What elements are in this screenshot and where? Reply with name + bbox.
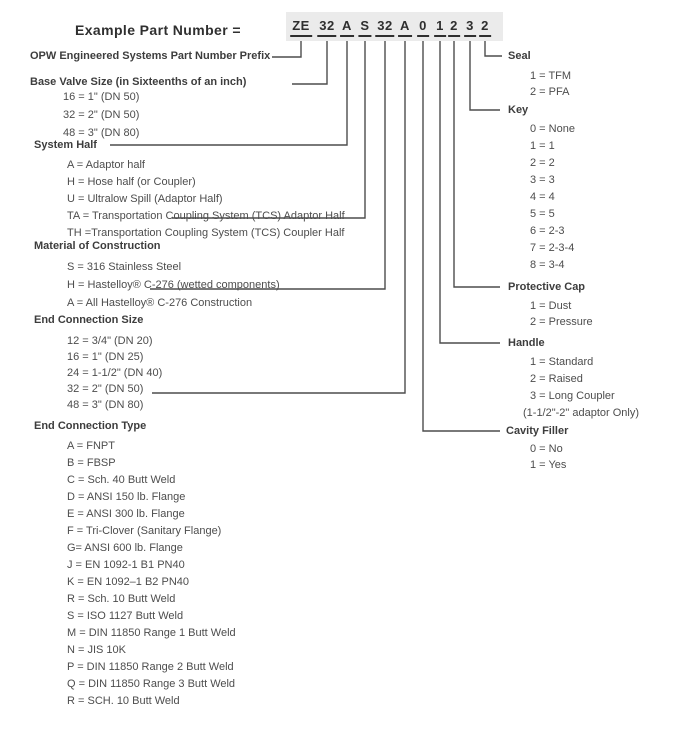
section-heading-seal: Seal <box>508 50 531 62</box>
list-item: J = EN 1092-1 B1 PN40 <box>67 559 185 571</box>
list-item: 4 = 4 <box>530 191 555 203</box>
part-number-segment-base-valve-size: 32 <box>317 19 336 37</box>
part-number-segment-end-connection-size: 32 <box>375 19 394 37</box>
list-item: A = FNPT <box>67 440 115 452</box>
section-heading-cavity-filler: Cavity Filler <box>506 425 569 437</box>
list-base-valve-size <box>36 88 139 142</box>
list-item: 7 = 2-3-4 <box>530 242 575 254</box>
part-number-segment-protective-cap: 2 <box>448 19 460 37</box>
part-number-segment-prefix: ZE <box>290 19 312 37</box>
list-item: 1 = Yes <box>530 459 567 471</box>
list-item: A = All Hastelloy® C-276 Construction <box>67 297 253 309</box>
list-item: 0 = No <box>530 443 563 455</box>
list-protective-cap <box>530 298 593 330</box>
list-material <box>67 258 280 312</box>
section-heading-material: Material of Construction <box>34 240 161 252</box>
list-system-half <box>67 157 345 242</box>
list-item: H = Hastelloy® C-276 (wetted components) <box>67 279 280 291</box>
list-item: 48 = 3" (DN 80) <box>63 127 140 139</box>
list-item: D = ANSI 150 lb. Flange <box>67 491 186 503</box>
list-item: Q = DIN 11850 Range 3 Butt Weld <box>67 678 236 690</box>
list-item: 8 = 3-4 <box>530 259 565 271</box>
list-item: 3 = Long Coupler <box>530 390 615 402</box>
list-item: 1 = TFM <box>530 70 572 82</box>
part-number-segment-cavity-filler: 0 <box>417 19 429 37</box>
list-item: 1 = 1 <box>530 140 555 152</box>
list-end-connection-size <box>67 333 162 413</box>
list-item: M = DIN 11850 Range 1 Butt Weld <box>67 627 236 639</box>
list-item: 16 = 1" (DN 50) <box>63 91 140 103</box>
list-item: 1 = Standard <box>530 356 594 368</box>
part-number-segment-system-half: A <box>340 19 354 37</box>
list-item: A = Adaptor half <box>67 159 145 171</box>
list-item: 5 = 5 <box>530 208 555 220</box>
list-item: U = Ultralow Spill (Adaptor Half) <box>67 193 223 205</box>
list-key <box>530 121 575 274</box>
list-item: 1 = Dust <box>530 300 572 312</box>
part-number-segment-end-connection-type: A <box>398 19 412 37</box>
part-number-segment-seal: 2 <box>479 19 491 37</box>
list-item: B = FBSP <box>67 457 116 469</box>
list-item: C = Sch. 40 Butt Weld <box>67 474 176 486</box>
section-heading-system-half: System Half <box>34 139 97 151</box>
list-seal <box>530 68 571 100</box>
section-heading-protective-cap: Protective Cap <box>508 281 586 293</box>
list-item: 2 = Raised <box>530 373 583 385</box>
section-heading-key: Key <box>508 104 529 116</box>
list-item: S = 316 Stainless Steel <box>67 261 182 273</box>
list-item: 2 = PFA <box>530 86 570 98</box>
list-item: TA = Transportation Coupling System (TCS) Adaptor Half <box>67 210 345 222</box>
list-item: 32 = 2" (DN 50) <box>63 109 140 121</box>
section-heading-base-valve-size: Base Valve Size (in Sixteenths of an inch) <box>30 76 247 88</box>
list-item: 32 = 2" (DN 50) <box>67 383 144 395</box>
list-item: F = Tri-Clover (Sanitary Flange) <box>67 525 222 537</box>
list-item: 24 = 1-1/2" (DN 40) <box>67 367 163 379</box>
list-item: S = ISO 1127 Butt Weld <box>67 610 184 622</box>
list-item: R = Sch. 10 Butt Weld <box>67 593 176 605</box>
list-item: (1-1/2"-2" adaptor Only) <box>523 407 640 419</box>
list-item: E = ANSI 300 lb. Flange <box>67 508 185 520</box>
list-item: 3 = 3 <box>530 174 555 186</box>
part-number-segment-material: S <box>358 19 371 37</box>
page-title: Example Part Number = <box>75 22 241 38</box>
list-item: H = Hose half (or Coupler) <box>67 176 196 188</box>
list-cavity-filler <box>530 441 566 473</box>
list-item: 0 = None <box>530 123 575 135</box>
section-heading-end-connection-type: End Connection Type <box>34 420 147 432</box>
list-item: 48 = 3" (DN 80) <box>67 399 144 411</box>
list-item: G= ANSI 600 lb. Flange <box>67 542 183 554</box>
list-item: 16 = 1" (DN 25) <box>67 351 144 363</box>
list-end-connection-type <box>67 438 236 710</box>
section-heading-handle: Handle <box>508 337 545 349</box>
section-heading-prefix: OPW Engineered Systems Part Number Prefix <box>30 50 271 62</box>
list-item: K = EN 1092–1 B2 PN40 <box>67 576 189 588</box>
part-number-segment-key: 3 <box>464 19 476 37</box>
list-item: 2 = 2 <box>530 157 555 169</box>
list-item: 6 = 2-3 <box>530 225 565 237</box>
list-item: N = JIS 10K <box>67 644 127 656</box>
list-item: 12 = 3/4" (DN 20) <box>67 335 153 347</box>
list-handle <box>523 354 640 422</box>
list-item: 2 = Pressure <box>530 316 593 328</box>
section-heading-end-connection-size: End Connection Size <box>34 314 144 326</box>
list-item: TH =Transportation Coupling System (TCS) Coupler Half <box>67 227 345 239</box>
list-item: R = SCH. 10 Butt Weld <box>67 695 180 707</box>
part-number-segment-handle: 1 <box>434 19 446 37</box>
list-item: P = DIN 11850 Range 2 Butt Weld <box>67 661 234 673</box>
